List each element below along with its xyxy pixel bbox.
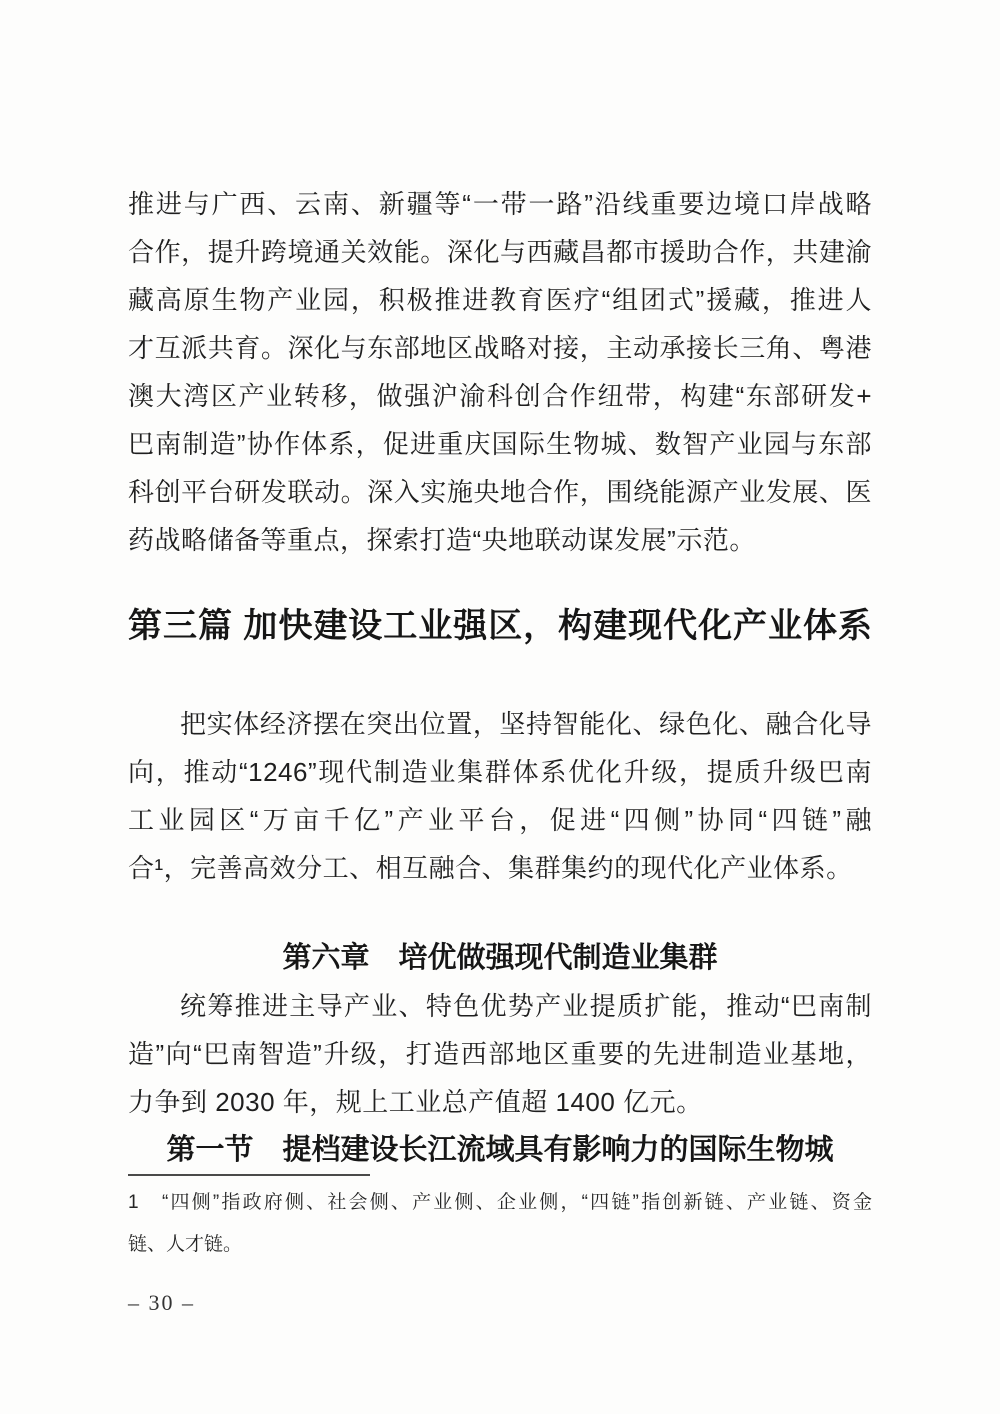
paragraph-3	[128, 982, 872, 1126]
text-line: 工业园区“万亩千亿”产业平台，促进“四侧”协同“四链”融	[128, 805, 872, 835]
paragraph-1	[128, 180, 872, 564]
footnote	[128, 1176, 872, 1266]
text-line: 药战略储备等重点，探索打造“央地联动谋发展”示范。	[128, 525, 756, 555]
text-line: 巴南制造”协作体系，促进重庆国际生物城、数智产业园与东部	[128, 429, 872, 459]
text-line: 把实体经济摆在突出位置，坚持智能化、绿色化、融合化导	[180, 709, 872, 739]
text-line: 推进与广西、云南、新疆等“一带一路”沿线重要边境口岸战略	[128, 189, 872, 219]
text-line: 向，推动“1246”现代制造业集群体系优化升级，提质升级巴南	[128, 757, 872, 787]
text-line: 力争到 2030 年，规上工业总产值超 1400 亿元。	[128, 1087, 703, 1117]
section-heading: 第一节 提档建设长江流域具有影响力的国际生物城	[166, 1134, 834, 1166]
paragraph-2	[128, 700, 872, 892]
chapter-heading: 第六章 培优做强现代制造业集群	[282, 942, 718, 974]
text-line: 造”向“巴南智造”升级，打造西部地区重要的先进制造业基地，	[128, 1039, 872, 1069]
text-line: 藏高原生物产业园，积极推进教育医疗“组团式”援藏，推进人	[128, 285, 872, 315]
text-line: 才互派共育。深化与东部地区战略对接，主动承接长三角、粤港	[128, 333, 872, 363]
text-line: 科创平台研发联动。深入实施央地合作，围绕能源产业发展、医	[128, 477, 872, 507]
part-heading: 第三篇 加快建设工业强区，构建现代化产业体系	[128, 607, 872, 645]
text-line: 统筹推进主导产业、特色优势产业提质扩能，推动“巴南制	[180, 991, 872, 1021]
text-line: 合¹，完善高效分工、相互融合、集群集约的现代化产业体系。	[128, 853, 853, 883]
footnote-line: 链、人才链。	[128, 1234, 243, 1255]
text-line: 合作，提升跨境通关效能。深化与西藏昌都市援助合作，共建渝	[128, 237, 872, 267]
page-number: – 30 –	[128, 1290, 195, 1315]
footnote-line: 1 “四侧”指政府侧、社会侧、产业侧、企业侧，“四链”指创新链、产业链、资金	[128, 1192, 872, 1213]
text-line: 澳大湾区产业转移，做强沪渝科创合作纽带，构建“东部研发+	[128, 381, 872, 411]
